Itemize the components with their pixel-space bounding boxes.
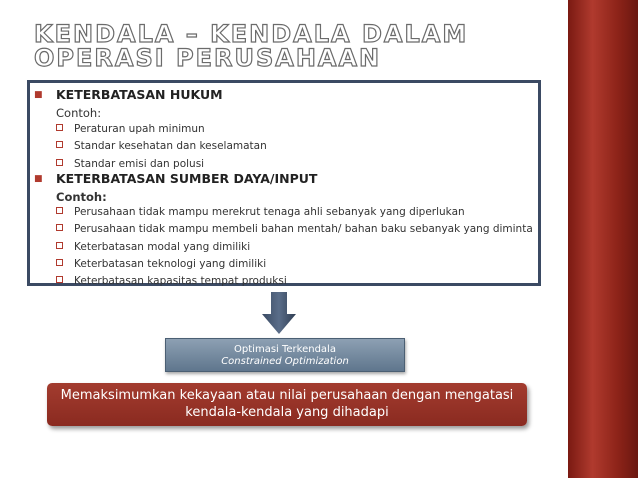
section-legal-heading-text: KETERBATASAN HUKUM (56, 87, 223, 102)
list-item-text: Peraturan upah minimun (74, 123, 205, 135)
slide-title-line-2: OPERASI PERUSAHAAN (34, 44, 382, 72)
list-item (56, 273, 533, 290)
checkbox-bullet-icon (56, 242, 63, 249)
section-legal-items (56, 121, 267, 173)
list-item-text: Keterbatasan modal yang dimiliki (74, 240, 251, 253)
goal-text-line-1: Memaksimumkan kekayaan atau nilai perusahaan dengan mengatasi (60, 388, 514, 403)
slide-title-line-1: KENDALA – KENDALA DALAM (34, 20, 469, 48)
list-item (56, 239, 533, 256)
checkbox-bullet-icon (56, 159, 63, 166)
list-item-text: Keterbatasan kapasitas tempat produksi (74, 275, 287, 288)
checkbox-bullet-icon (56, 124, 63, 131)
slide-title (34, 22, 468, 70)
section-resource-example-label: Contoh: (56, 190, 107, 204)
decorative-side-band (568, 0, 638, 478)
checkbox-bullet-icon (56, 224, 63, 231)
section-legal-example-label: Contoh: (56, 106, 102, 120)
section-resource-heading-text: KETERBATASAN SUMBER DAYA/INPUT (56, 171, 318, 186)
checkbox-bullet-icon (56, 276, 63, 283)
list-item (56, 121, 267, 138)
down-arrow-icon (262, 292, 296, 334)
list-item (56, 138, 267, 155)
list-item-text: Perusahaan tidak mampu membeli bahan mentah/ bahan baku sebanyak yang diminta (74, 223, 533, 236)
section-legal-heading (34, 87, 223, 102)
bullet-icon: ■ (34, 174, 43, 184)
optimization-label: Optimasi Terkendala (234, 344, 336, 355)
list-item-text: Perusahaan tidak mampu merekrut tenaga ahli sebanyak yang diperlukan (74, 206, 465, 218)
list-item (56, 256, 533, 273)
checkbox-bullet-icon (56, 141, 63, 148)
constrained-optimization-box (165, 338, 405, 372)
constraints-box (27, 80, 541, 286)
section-resource-items (56, 204, 533, 290)
list-item-text: Standar emisi dan polusi (74, 157, 205, 170)
list-item (56, 221, 533, 238)
checkbox-bullet-icon (56, 259, 63, 266)
section-resource-heading (34, 171, 317, 186)
optimization-label-english: Constrained Optimization (221, 356, 349, 367)
checkbox-bullet-icon (56, 207, 63, 214)
list-item (56, 204, 533, 221)
bullet-icon: ■ (34, 90, 43, 100)
goal-box (47, 383, 527, 426)
list-item-text: Standar kesehatan dan keselamatan (74, 140, 267, 153)
goal-text-line-2: kendala-kendala yang dihadapi (185, 405, 389, 420)
list-item-text: Keterbatasan teknologi yang dimiliki (74, 257, 267, 270)
